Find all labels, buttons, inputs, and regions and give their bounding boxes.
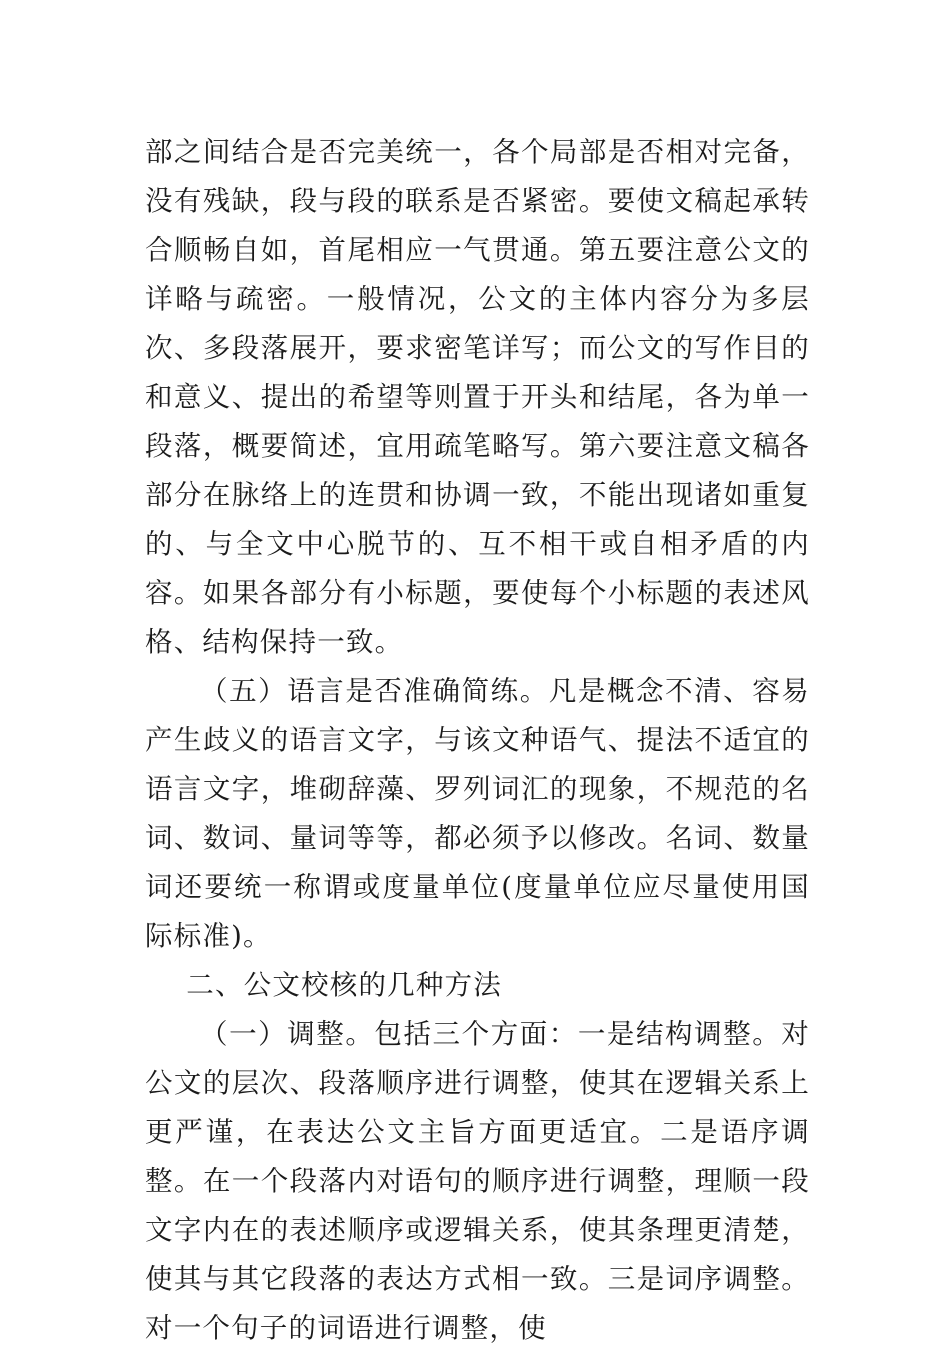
section-heading-methods: 二、公文校核的几种方法 <box>186 969 502 1001</box>
document-body <box>145 128 810 1353</box>
paragraph-language-check: （五）语言是否准确简练。凡是概念不清、容易产生歧义的语言文字，与该文种语气、提法不适宜的语言文字，堆砌辞藻、罗列词汇的现象，不规范的名词、数词、量词等等，都必须予以修改。名词、数量词还要统一称谓或度量单位(度量单位应尽量使用国际标准)。 <box>145 675 810 952</box>
paragraph-adjustment: （一）调整。包括三个方面：一是结构调整。对公文的层次、段落顺序进行调整，使其在逻辑关系上更严谨，在表达公文主旨方面更适宜。二是语序调整。在一个段落内对语句的顺序进行调整，理顺一段文字内在的表述顺序或逻辑关系，使其条理更清楚，使其与其它段落的表达方式相一致。三是词序调整。对一个句子的词语进行调整，使 <box>145 1018 810 1344</box>
paragraph-continuation: 部之间结合是否完美统一，各个局部是否相对完备，没有残缺，段与段的联系是否紧密。要使文稿起承转合顺畅自如，首尾相应一气贯通。第五要注意公文的详略与疏密。一般情况，公文的主体内容分为多层次、多段落展开，要求密笔详写；而公文的写作目的和意义、提出的希望等则置于开头和结尾，各为单一段落，概要简述，宜用疏笔略写。第六要注意文稿各部分在脉络上的连贯和协调一致，不能出现诸如重复的、与全文中心脱节的、互不相干或自相矛盾的内容。如果各部分有小标题，要使每个小标题的表述风格、结构保持一致。 <box>145 136 810 658</box>
